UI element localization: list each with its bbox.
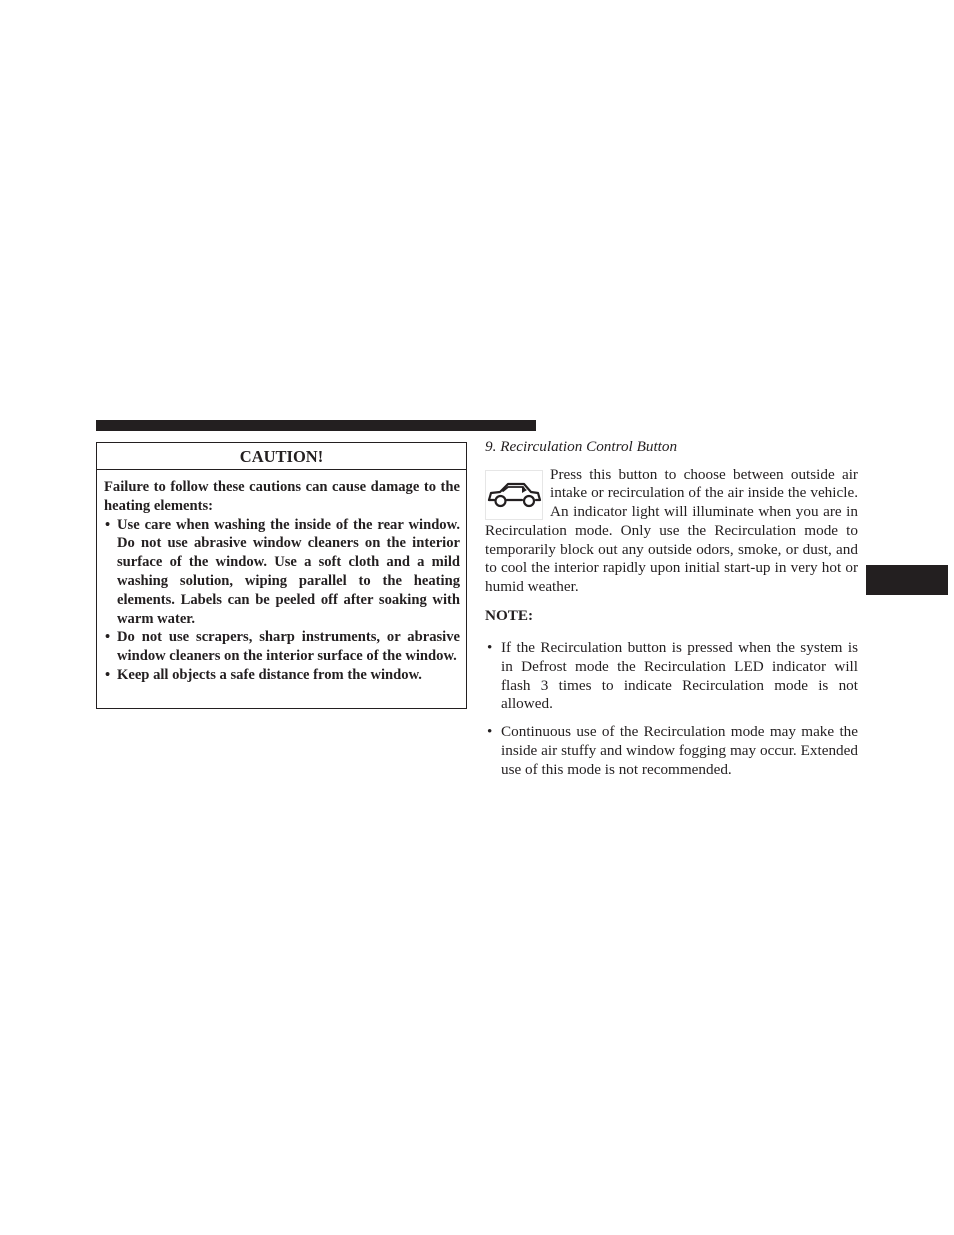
caution-item [104,516,460,629]
bullet-icon: • [487,639,493,657]
note-item-text: Continuous use of the Recirculation mode may make the inside air stuffy and window fogging may occur. Extended use of this mode is not recommended. [501,723,858,778]
caution-title: CAUTION! [97,443,466,470]
note-list [485,639,858,779]
caution-list [104,516,460,685]
caution-item [104,666,460,685]
recirculation-section [485,438,858,788]
header-rule [96,420,536,431]
bullet-icon: • [105,516,111,533]
note-item-text: If the Recirculation button is pressed when the system is in Defrost mode the Recirculation LED indicator will flash 3 times to indicate Recirculation mode is not allowed. [501,639,858,713]
note-label: NOTE: [485,606,534,624]
caution-item-text: Keep all objects a safe distance from the window. [117,666,422,683]
section-description: Press this button to choose between outside air intake or recirculation of the air inside the vehicle. An indicator light will illuminate when you are in Recirculation mode. Only use the Recirculation mode to temporarily block out any outside odors, smoke, or dust, and to cool the interior rapidly upon initial start-up in very hot or humid weather. [485,465,858,595]
bullet-icon: • [487,723,493,741]
bullet-icon: • [105,629,111,646]
caution-intro: Failure to follow these cautions can cause damage to the heating elements: [104,479,460,514]
note-item [485,723,858,779]
note-item [485,639,858,714]
caution-body [97,470,466,685]
bullet-icon: • [105,666,111,683]
section-title: 9. Recirculation Control Button [485,438,678,455]
caution-item-text: Use care when washing the inside of the rear window. Do not use abrasive window cleaners on the interior surface of the window. Use a soft cloth and a mild washing solution, wiping parallel to the heating elements. Labels can be peeled off after soaking with warm water. [117,516,460,627]
chapter-tab [866,565,948,595]
caution-box [96,442,467,709]
caution-item-text: Do not use scrapers, sharp instruments, or abrasive window cleaners on the interior surface of the window. [117,629,460,665]
caution-item [104,628,460,666]
recirculation-car-icon [485,470,543,520]
